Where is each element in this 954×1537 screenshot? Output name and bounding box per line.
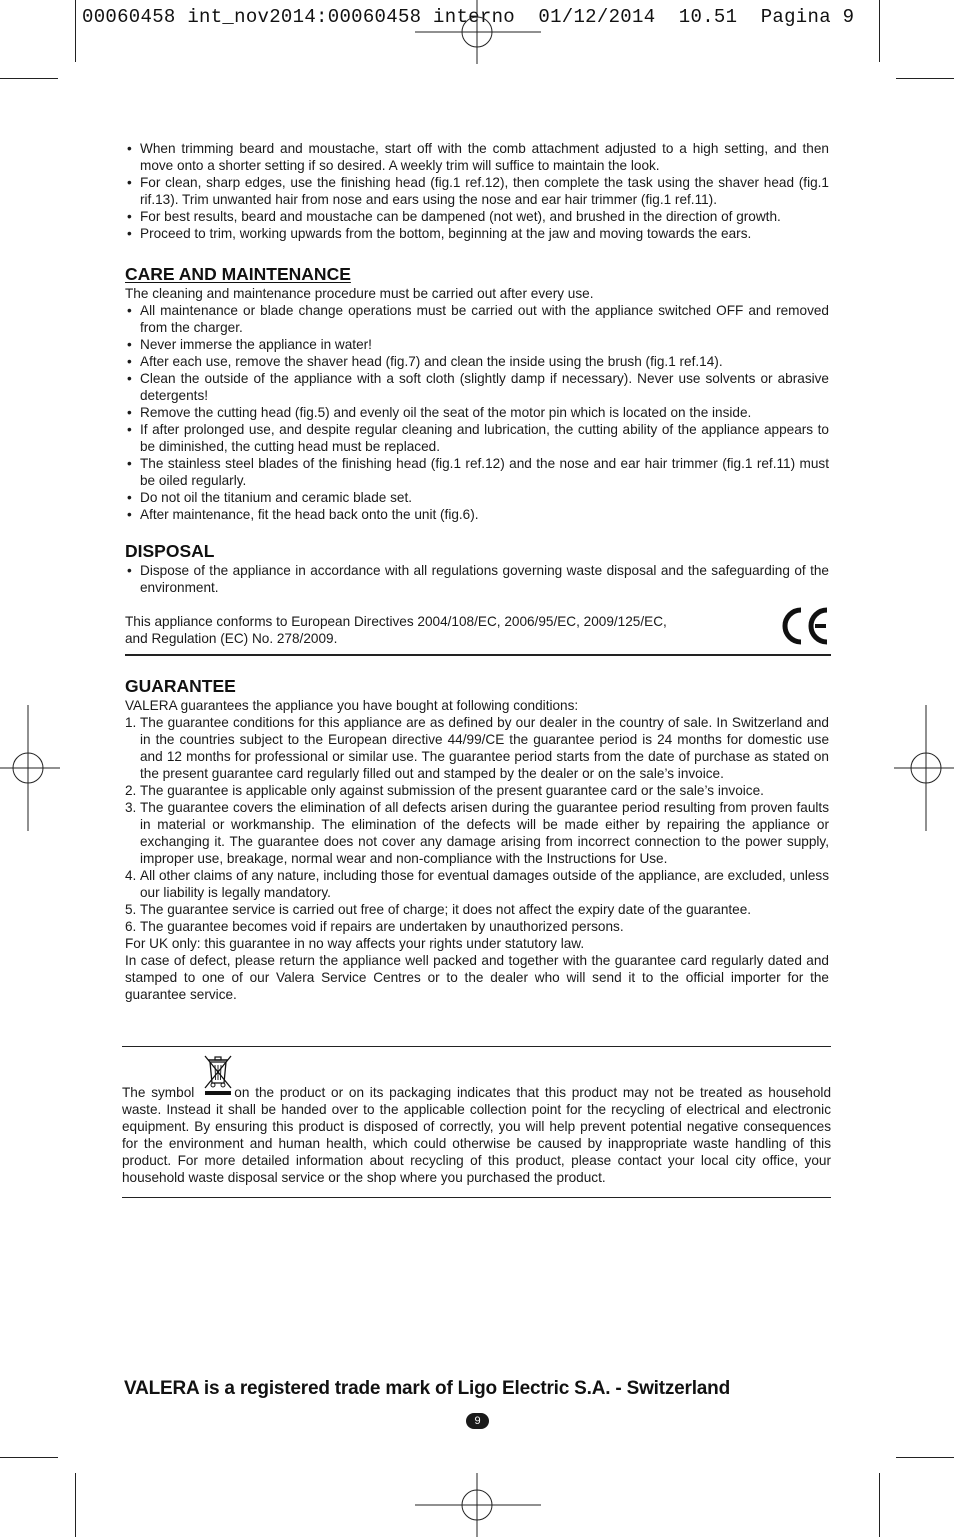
ce-mark-icon bbox=[777, 605, 831, 647]
list-item: • For best results, beard and moustache can be dampened (not wet), and brushed in the direction of growth. bbox=[125, 208, 829, 225]
crop-mark-top-right-v bbox=[879, 0, 880, 62]
crop-mark-top-right-h bbox=[896, 78, 954, 79]
list-item: • If after prolonged use, and despite regular cleaning and lubrication, the cutting ability of the appliance appears to be diminished, the cutting head must be replaced. bbox=[125, 421, 829, 455]
print-slug-line: 00060458 int_nov2014:00060458 interno 01/12/2014 10.51 Pagina 9 bbox=[82, 6, 855, 28]
registration-mark-icon bbox=[415, 1473, 541, 1537]
list-text: The guarantee service is carried out free of charge; it does not affect the expiry date of the guarantee. bbox=[140, 902, 752, 917]
list-item: • Dispose of the appliance in accordance with all regulations governing waste disposal and the safeguarding of the environment. bbox=[125, 562, 829, 596]
crop-mark-bottom-left-v bbox=[75, 1473, 76, 1537]
list-number: 5. bbox=[125, 902, 137, 917]
manual-content bbox=[125, 140, 829, 1003]
list-number: 1. bbox=[125, 715, 137, 730]
care-list bbox=[125, 302, 829, 523]
crop-mark-bottom-right-h bbox=[896, 1457, 954, 1458]
list-item bbox=[125, 782, 829, 799]
list-item: • All maintenance or blade change operations must be carried out with the appliance switched OFF and removed from the charger. bbox=[125, 302, 829, 336]
guarantee-heading: GUARANTEE bbox=[125, 676, 236, 696]
list-item: • The stainless steel blades of the finishing head (fig.1 ref.12) and the nose and ear hair trimmer (fig.1 ref.11) must be oiled regularly. bbox=[125, 455, 829, 489]
list-number: 2. bbox=[125, 783, 137, 798]
list-number: 3. bbox=[125, 800, 137, 815]
trademark-notice: VALERA is a registered trade mark of Ligo Electric S.A. - Switzerland bbox=[124, 1378, 730, 1399]
list-item bbox=[125, 918, 829, 935]
disposal-section bbox=[125, 541, 829, 596]
care-heading: CARE AND MAINTENANCE bbox=[125, 264, 351, 284]
compliance-line-2: and Regulation (EC) No. 278/2009. bbox=[125, 631, 338, 646]
compliance-line-1: This appliance conforms to European Directives 2004/108/EC, 2006/95/EC, 2009/125/EC, bbox=[125, 614, 667, 629]
guarantee-section bbox=[125, 676, 829, 1003]
defect-note: In case of defect, please return the appliance well packed and together with the guarantee card regularly dated and stamped to one of our Valera Service Centres or to the dealer who will send it to the official importer for the guarantee service. bbox=[125, 953, 829, 1002]
list-item: • After each use, remove the shaver head (fig.7) and clean the inside using the brush (fig.1 ref.14). bbox=[125, 353, 829, 370]
list-item bbox=[125, 714, 829, 782]
list-item: • After maintenance, fit the head back onto the unit (fig.6). bbox=[125, 506, 829, 523]
trimming-tips-list bbox=[125, 140, 829, 242]
list-text: The guarantee becomes void if repairs are undertaken by unauthorized persons. bbox=[140, 919, 624, 934]
weee-notice bbox=[122, 1046, 831, 1198]
list-text: The guarantee covers the elimination of all defects arisen during the guarantee period resulting from proven faults in material or workmanship. The elimination of the defects will be made either by repairing the appliance or exchanging it. The guarantee does not cover any damage arising from incorrect connection to the power supply, improper use, breakage, normal wear and non-compliance with the Instructions for Use. bbox=[140, 800, 829, 866]
list-item: • For clean, sharp edges, use the finishing head (fig.1 ref.12), then complete the task using the shaver head (fig.1 rif.13). Trim unwanted hair from nose and ears using the nose and ear hair trimmer (fig.1 ref.11). bbox=[125, 174, 829, 208]
list-number: 4. bbox=[125, 868, 137, 883]
list-item: • Do not oil the titanium and ceramic blade set. bbox=[125, 489, 829, 506]
section-divider bbox=[125, 654, 831, 656]
list-text: The guarantee is applicable only against submission of the present guarantee card or the sale’s invoice. bbox=[140, 783, 764, 798]
disposal-list bbox=[125, 562, 829, 596]
crop-mark-top-left-h bbox=[0, 78, 58, 79]
page-number: 9 bbox=[466, 1413, 489, 1429]
uk-note: For UK only: this guarantee in no way affects your rights under statutory law. bbox=[125, 936, 585, 951]
care-intro: The cleaning and maintenance procedure must be carried out after every use. bbox=[125, 286, 594, 301]
list-text: All other claims of any nature, including those for eventual damages outside of the appliance, are excluded, unless our liability is legally mandatory. bbox=[140, 868, 829, 900]
list-item: • Clean the outside of the appliance with a soft cloth (slightly damp if necessary). Never use solvents or abrasive detergents! bbox=[125, 370, 829, 404]
crop-mark-top-left-v bbox=[75, 0, 76, 62]
list-item: • When trimming beard and moustache, start off with the comb attachment adjusted to a high setting, and then move onto a shorter setting if so desired. A weekly trim will suffice to maintain the look. bbox=[125, 140, 829, 174]
compliance-statement bbox=[125, 613, 829, 651]
registration-mark-icon bbox=[894, 705, 954, 831]
guarantee-conditions-list bbox=[125, 714, 829, 935]
disposal-heading: DISPOSAL bbox=[125, 541, 215, 561]
registration-mark-icon bbox=[415, 0, 541, 64]
list-item: • Never immerse the appliance in water! bbox=[125, 336, 829, 353]
crop-mark-bottom-right-v bbox=[879, 1473, 880, 1537]
weee-text bbox=[122, 1084, 831, 1186]
list-item bbox=[125, 867, 829, 901]
care-section bbox=[125, 264, 829, 523]
crossed-bin-icon bbox=[203, 1054, 233, 1096]
guarantee-intro: VALERA guarantees the appliance you have bought at following conditions: bbox=[125, 698, 579, 713]
weee-body: on the product or on its packaging indicates that this product may not be treated as household waste. Instead it shall be handed over to the applicable collection point for the recycling of electrical and electronic equipment. By ensuring this product is disposed of correctly, you will help prevent potential negative consequences for the environment and human health, which could otherwise be caused by inappropriate waste handling of this product. For more detailed information about recycling of this product, please contact your local city office, your household waste disposal service or the shop where you purchased the product. bbox=[122, 1085, 832, 1185]
list-item: • Proceed to trim, working upwards from the bottom, beginning at the jaw and moving towards the ears. bbox=[125, 225, 829, 242]
list-item bbox=[125, 901, 829, 918]
list-text: The guarantee conditions for this appliance are as defined by our dealer in the country of sale. In Switzerland and in the countries subject to the European directive 44/99/CE the guarantee period is 24 months for domestic use and 12 months for professional or similar use. The guarantee period starts from the date of purchase as stated on the present guarantee card regularly filled out and stamped by the dealer or on the sale’s invoice. bbox=[140, 715, 829, 781]
weee-prefix: The symbol bbox=[122, 1085, 195, 1100]
list-item: • Remove the cutting head (fig.5) and evenly oil the seat of the motor pin which is located on the inside. bbox=[125, 404, 829, 421]
list-number: 6. bbox=[125, 919, 137, 934]
list-item bbox=[125, 799, 829, 867]
registration-mark-icon bbox=[0, 705, 60, 831]
crop-mark-bottom-left-h bbox=[0, 1457, 58, 1458]
